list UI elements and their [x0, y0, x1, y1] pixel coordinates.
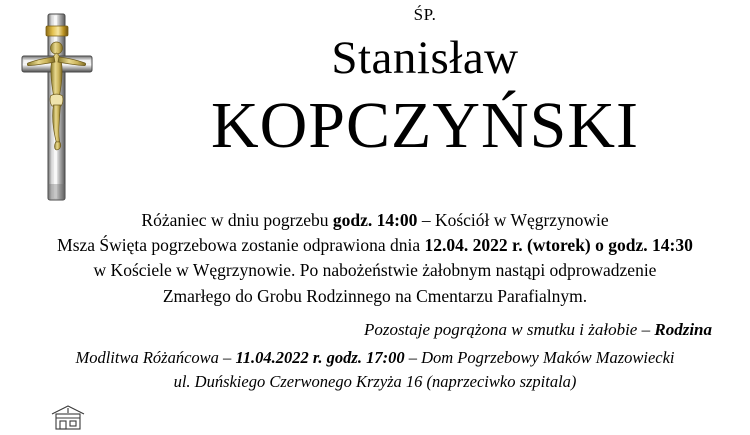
rosary-day-suffix: – Kościół w Węgrzynowie: [417, 210, 609, 230]
family-signature: [18, 320, 732, 340]
rosary-prayer-line: [18, 346, 732, 370]
memorial-header: [110, 6, 740, 164]
family-signature-text: Pozostaje pogrążona w smutku i żałobie –: [363, 320, 655, 339]
mass-line: [18, 233, 732, 258]
rosary-prayer-suffix: – Dom Pogrzebowy Maków Mazowiecki: [404, 348, 675, 367]
first-name-text: Stanisław: [331, 31, 519, 84]
funeral-home-building-icon: [48, 404, 92, 430]
funeral-home-address: ul. Duńskiego Czerwonego Krzyża 16 (naprzeciwko szpitala): [173, 371, 577, 391]
burial-line: Zmarłego do Grobu Rodzinnego na Cmentarzu Parafialnym.: [162, 285, 588, 306]
rosary-prayer-prefix: Modlitwa Różańcowa –: [75, 348, 236, 367]
last-name-text: KOPCZYŃSKI: [210, 89, 640, 163]
rosary-day-line: [18, 208, 732, 233]
rosary-prayer-details: [18, 346, 732, 394]
mass-prefix: Msza Święta pogrzebowa zostanie odprawiona dnia: [57, 235, 425, 256]
rosary-day-time: godz. 14:00: [332, 210, 418, 230]
crucifix-icon: [14, 8, 106, 208]
rosary-day-prefix: Różaniec w dniu pogrzebu: [141, 210, 333, 230]
rosary-prayer-datetime: 11.04.2022 r. godz. 17:00: [235, 348, 405, 367]
honorific-text: ŚP.: [413, 5, 437, 24]
church-line: w Kościele w Węgrzynowie. Po nabożeństwie żałobnym nastąpi odprowadzenie: [93, 260, 657, 281]
family-signature-name: Rodzina: [654, 320, 712, 339]
mass-datetime: 12.04. 2022 r. (wtorek) o godz. 14:30: [424, 235, 693, 256]
ceremony-details: [18, 208, 732, 309]
